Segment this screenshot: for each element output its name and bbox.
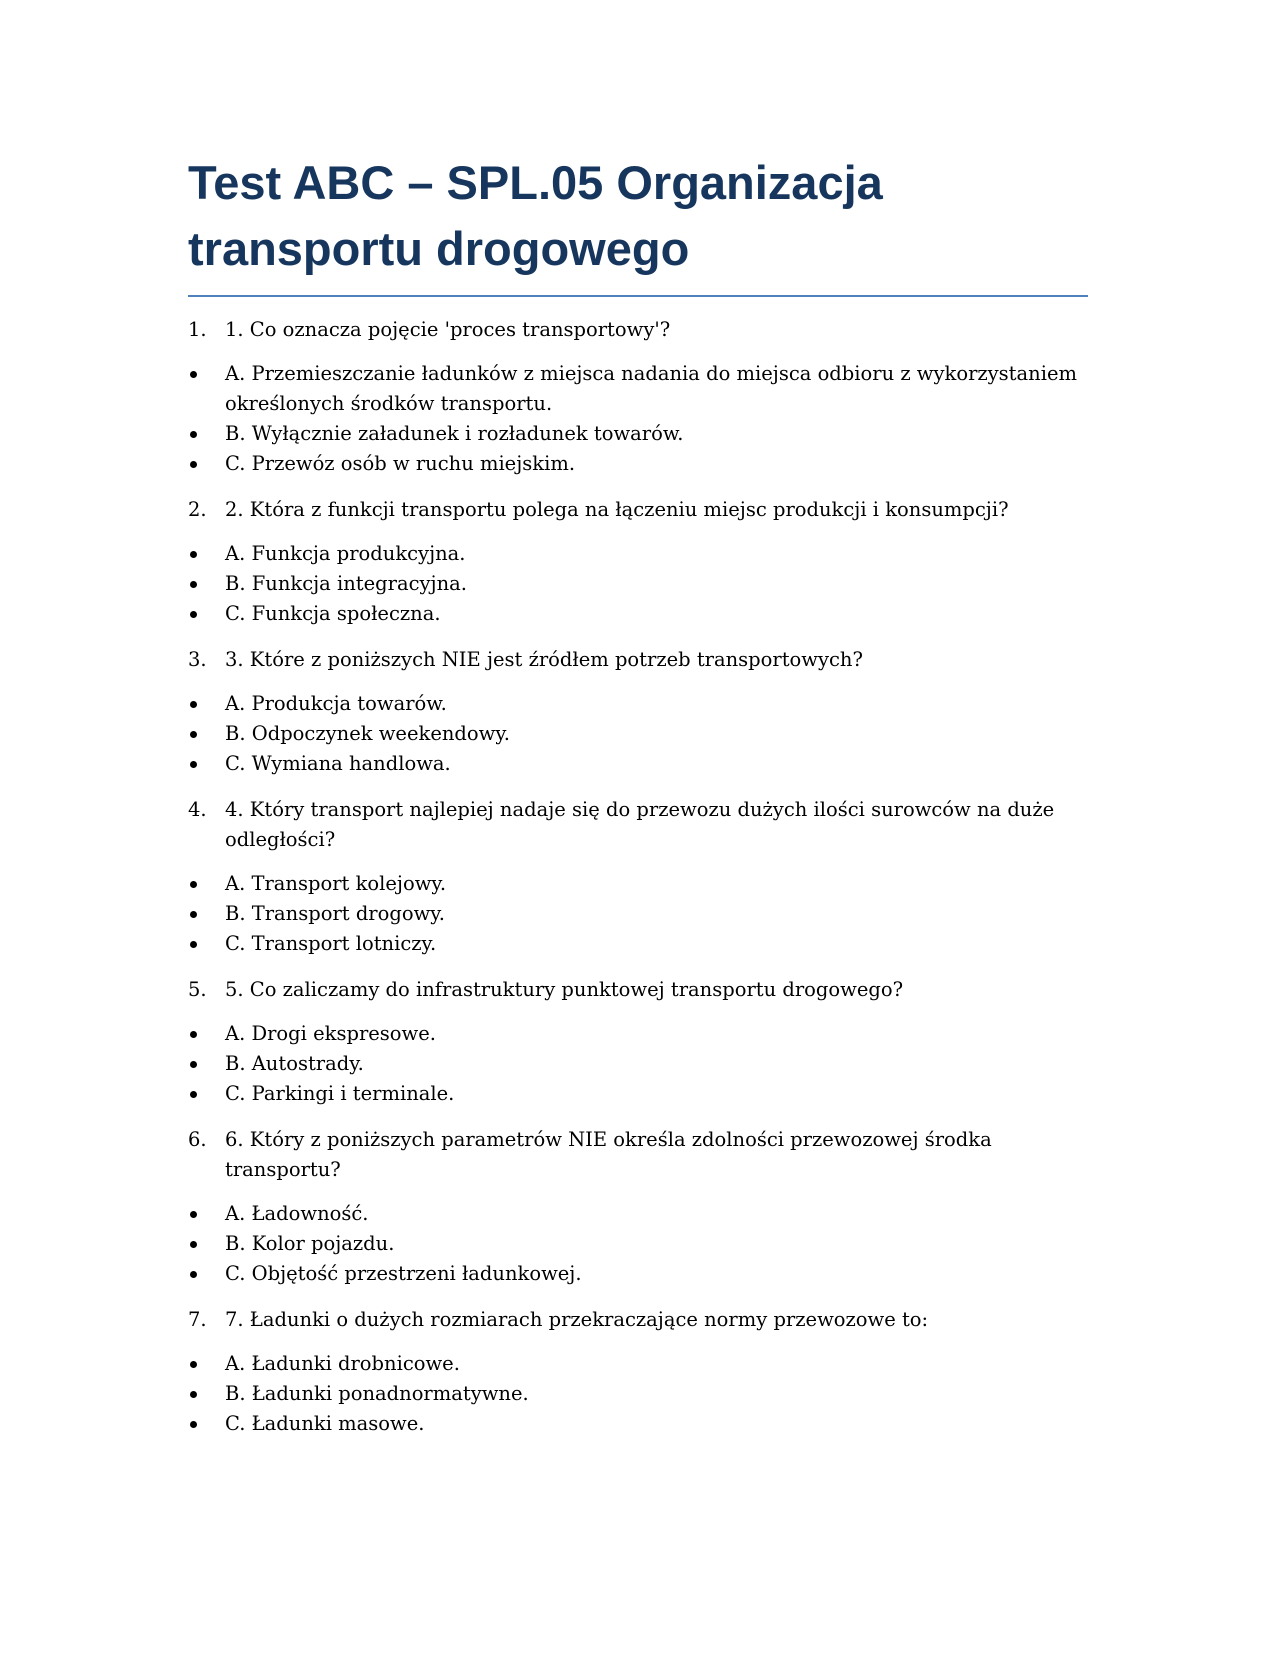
answer-text: B. Kolor pojazdu. [225,1232,395,1255]
question [188,1305,1088,1335]
question-text: 2. Która z funkcji transportu polega na łączeniu miejsc produkcji i konsumpcji? [225,498,1009,521]
answer-list [188,869,1088,959]
question-number: 7. [188,1308,207,1331]
answer-text: C. Objętość przestrzeni ładunkowej. [225,1262,582,1285]
answer-text: A. Funkcja produkcyjna. [225,542,466,565]
question-number: 2. [188,498,207,521]
answer-text: B. Odpoczynek weekendowy. [225,722,510,745]
answer-option [188,1199,1088,1229]
answer-option [188,1229,1088,1259]
bullet-icon [188,929,225,959]
answer-text: C. Przewóz osób w ruchu miejskim. [225,452,576,475]
answer-option [188,929,1088,959]
answer-option [188,539,1088,569]
answer-text: C. Funkcja społeczna. [225,602,441,625]
answer-option [188,419,1088,449]
question-number: 3. [188,648,207,671]
question-text: 5. Co zaliczamy do infrastruktury punktowej transportu drogowego? [225,978,904,1001]
answer-option [188,899,1088,929]
answer-option [188,1379,1088,1409]
answer-text: A. Drogi ekspresowe. [225,1022,436,1045]
bullet-icon [188,1349,225,1379]
question-number: 4. [188,798,207,821]
answer-option [188,869,1088,899]
answer-option [188,1259,1088,1289]
answer-option [188,569,1088,599]
bullet-icon [188,449,225,479]
question [188,1125,1088,1185]
answer-option [188,689,1088,719]
bullet-icon [188,419,225,449]
bullet-icon [188,1079,225,1109]
document-title: Test ABC – SPL.05 Organizacja transportu drogowego [188,150,1088,297]
answer-option [188,1349,1088,1379]
question-number: 5. [188,978,207,1001]
bullet-icon [188,1019,225,1049]
answer-option [188,749,1088,779]
bullet-icon [188,1259,225,1289]
answer-text: A. Transport kolejowy. [225,872,447,895]
answer-text: B. Transport drogowy. [225,902,445,925]
answer-text: A. Ładowność. [225,1202,369,1225]
bullet-icon [188,1229,225,1259]
answer-option [188,599,1088,629]
question-text: 1. Co oznacza pojęcie 'proces transportowy'? [225,318,671,341]
question-text: 7. Ładunki o dużych rozmiarach przekraczające normy przewozowe to: [225,1308,929,1331]
question [188,795,1088,855]
bullet-icon [188,359,225,419]
question [188,315,1088,345]
answer-text: C. Ładunki masowe. [225,1412,425,1435]
question-text: 3. Które z poniższych NIE jest źródłem potrzeb transportowych? [225,648,863,671]
answer-text: B. Ładunki ponadnormatywne. [225,1382,529,1405]
answer-option [188,1079,1088,1109]
answer-text: A. Przemieszczanie ładunków z miejsca nadania do miejsca odbioru z wykorzystaniem określonych środków transportu. [225,362,1077,415]
answer-list [188,1019,1088,1109]
answer-list [188,689,1088,779]
answer-text: C. Parkingi i terminale. [225,1082,455,1105]
bullet-icon [188,1199,225,1229]
answer-option [188,719,1088,749]
answer-text: A. Ładunki drobnicowe. [225,1352,460,1375]
bullet-icon [188,599,225,629]
bullet-icon [188,569,225,599]
bullet-icon [188,539,225,569]
bullet-icon [188,1379,225,1409]
bullet-icon [188,719,225,749]
answer-option [188,449,1088,479]
bullet-icon [188,1049,225,1079]
question-text: 4. Który transport najlepiej nadaje się do przewozu dużych ilości surowców na duże odległości? [225,798,1055,851]
bullet-icon [188,869,225,899]
document-page [188,150,1088,1439]
question [188,645,1088,675]
answer-text: B. Wyłącznie załadunek i rozładunek towarów. [225,422,684,445]
bullet-icon [188,1409,225,1439]
answer-option [188,359,1088,419]
question-number: 1. [188,318,207,341]
answer-text: B. Autostrady. [225,1052,364,1075]
answer-list [188,1199,1088,1289]
answer-option [188,1019,1088,1049]
bullet-icon [188,899,225,929]
answer-list [188,359,1088,479]
answer-option [188,1409,1088,1439]
answer-option [188,1049,1088,1079]
question-number: 6. [188,1128,207,1151]
question [188,495,1088,525]
bullet-icon [188,749,225,779]
question-text: 6. Który z poniższych parametrów NIE określa zdolności przewozowej środka transportu? [225,1128,992,1181]
answer-list [188,1349,1088,1439]
answer-text: B. Funkcja integracyjna. [225,572,467,595]
answer-text: A. Produkcja towarów. [225,692,447,715]
question-list [188,315,1088,1439]
answer-text: C. Transport lotniczy. [225,932,437,955]
answer-text: C. Wymiana handlowa. [225,752,451,775]
bullet-icon [188,689,225,719]
question [188,975,1088,1005]
answer-list [188,539,1088,629]
